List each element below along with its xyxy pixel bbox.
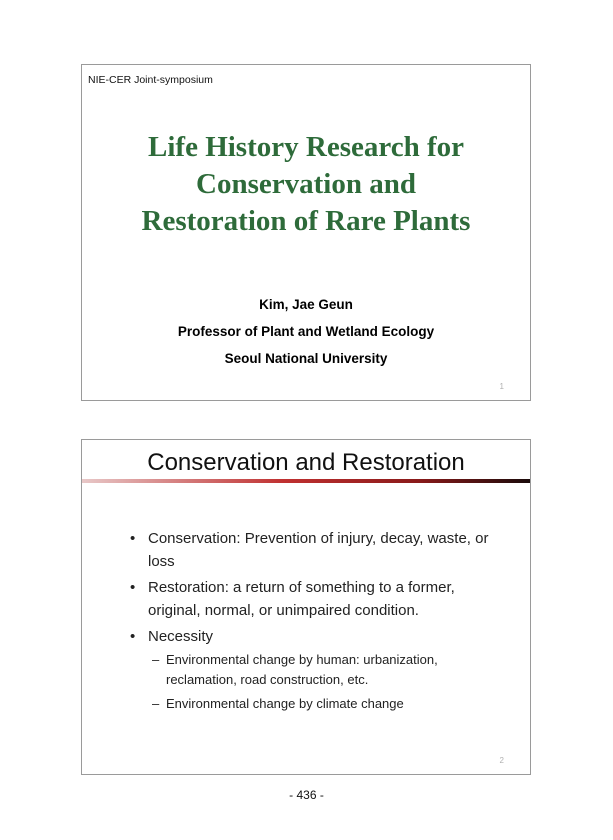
page-number: - 436 -	[289, 788, 324, 802]
title-line: Restoration of Rare Plants	[141, 205, 471, 237]
bullet-term: Necessity	[148, 628, 214, 645]
author-name: Kim, Jae Geun	[259, 297, 353, 312]
author-affiliation: Seoul National University	[224, 351, 388, 366]
bullet-item	[130, 625, 500, 714]
bullet-item	[130, 576, 500, 622]
author-position: Professor of Plant and Wetland Ecology	[177, 324, 435, 339]
bullet-item	[130, 527, 500, 573]
sub-bullet-item: – Environmental change by human: urbanization, reclamation, road construction, etc.	[148, 650, 500, 690]
symposium-header: NIE-CER Joint-symposium	[88, 74, 213, 86]
title-underline	[82, 479, 530, 483]
bullet-text: a return of something to a former, original, normal, or unimpaired condition.	[148, 579, 455, 619]
title-line: Conservation and	[196, 168, 416, 200]
author-block	[82, 291, 530, 372]
sub-bullet-list	[148, 650, 500, 714]
bullet-term: Restoration:	[148, 579, 229, 596]
title-line: Life History Research for	[148, 131, 464, 163]
sub-bullet-item: – Environmental change by climate change	[148, 694, 500, 714]
slide-2	[81, 439, 531, 775]
slide-number: 1	[499, 382, 504, 391]
bullet-list	[130, 527, 500, 718]
bullet-text: Prevention of injury, decay, waste, or loss	[148, 530, 489, 570]
slide-2-title: Conservation and Restoration	[147, 449, 465, 476]
bullet-term: Conservation:	[148, 530, 241, 547]
slide-1-title	[82, 129, 530, 240]
slide-1	[81, 64, 531, 401]
slide-number: 2	[499, 756, 504, 765]
